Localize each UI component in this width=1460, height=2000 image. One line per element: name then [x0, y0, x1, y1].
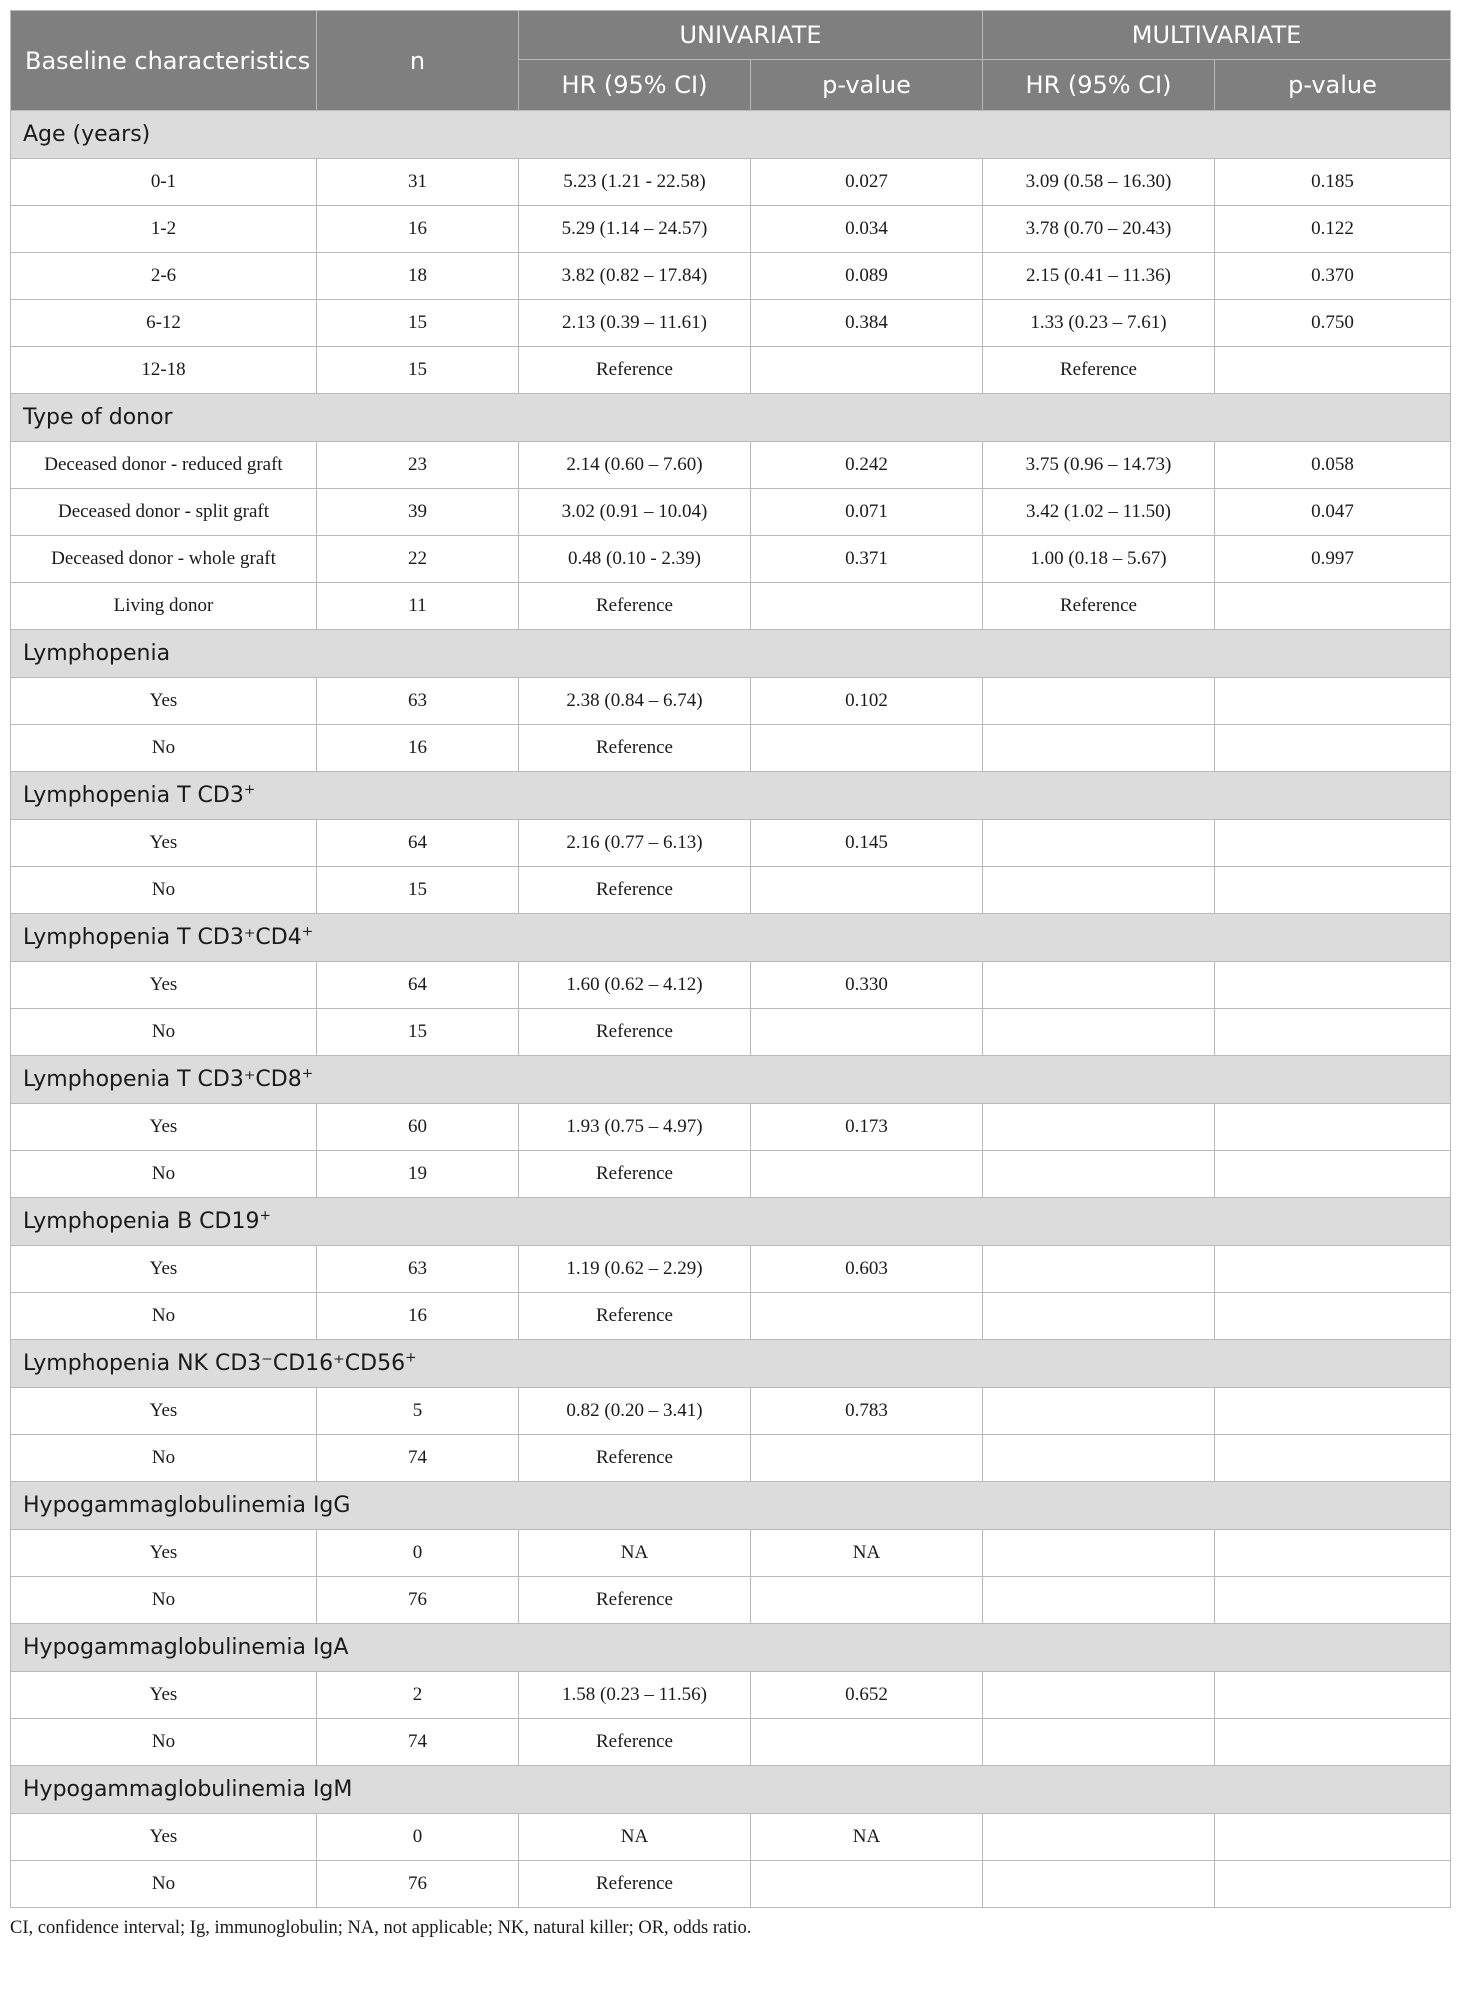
cell-univariate-pvalue — [751, 1293, 983, 1340]
cell-label: No — [11, 1719, 317, 1766]
cell-n: 15 — [317, 867, 519, 914]
cell-univariate-pvalue — [751, 347, 983, 394]
cell-n: 74 — [317, 1719, 519, 1766]
cell-multivariate-hr — [983, 1435, 1215, 1482]
cell-univariate-hr: 3.02 (0.91 – 10.04) — [519, 489, 751, 536]
section-label-text: Lymphopenia — [23, 641, 171, 666]
section-label-text: Type of donor — [23, 405, 173, 430]
cell-univariate-pvalue: NA — [751, 1530, 983, 1577]
table-row — [11, 1151, 1451, 1198]
cell-univariate-hr: 5.23 (1.21 - 22.58) — [519, 159, 751, 206]
section-row — [11, 630, 1451, 678]
section-label-superscript: + — [259, 1207, 271, 1224]
section-row — [11, 1766, 1451, 1814]
section-label — [11, 111, 1451, 159]
cell-n: 5 — [317, 1388, 519, 1435]
cell-multivariate-hr — [983, 1104, 1215, 1151]
cell-multivariate-pvalue — [1215, 725, 1451, 772]
cell-label: Yes — [11, 678, 317, 725]
cell-univariate-pvalue: 0.603 — [751, 1246, 983, 1293]
cell-label: Yes — [11, 962, 317, 1009]
cell-multivariate-hr — [983, 1388, 1215, 1435]
cell-univariate-hr: Reference — [519, 1151, 751, 1198]
cell-univariate-pvalue: 0.027 — [751, 159, 983, 206]
cell-label: 6-12 — [11, 300, 317, 347]
table-container — [10, 10, 1450, 1939]
section-label — [11, 1198, 1451, 1246]
cell-multivariate-pvalue: 0.047 — [1215, 489, 1451, 536]
cell-multivariate-pvalue — [1215, 1672, 1451, 1719]
cell-univariate-hr: Reference — [519, 725, 751, 772]
table-row — [11, 1672, 1451, 1719]
cell-multivariate-hr — [983, 867, 1215, 914]
table-row — [11, 962, 1451, 1009]
cell-multivariate-hr — [983, 1672, 1215, 1719]
section-row — [11, 1482, 1451, 1530]
cell-n: 64 — [317, 820, 519, 867]
cell-multivariate-hr — [983, 1151, 1215, 1198]
cell-multivariate-pvalue: 0.058 — [1215, 442, 1451, 489]
cell-univariate-hr: 1.19 (0.62 – 2.29) — [519, 1246, 751, 1293]
cell-n: 23 — [317, 442, 519, 489]
section-label — [11, 772, 1451, 820]
table-row — [11, 489, 1451, 536]
cell-univariate-hr: Reference — [519, 1293, 751, 1340]
cell-label: Yes — [11, 1814, 317, 1861]
cell-multivariate-hr — [983, 1530, 1215, 1577]
cell-univariate-pvalue: 0.145 — [751, 820, 983, 867]
cell-multivariate-hr — [983, 1814, 1215, 1861]
cell-univariate-hr: Reference — [519, 1719, 751, 1766]
table-row — [11, 1104, 1451, 1151]
cell-n: 74 — [317, 1435, 519, 1482]
cell-multivariate-pvalue — [1215, 820, 1451, 867]
cell-univariate-hr: 0.48 (0.10 - 2.39) — [519, 536, 751, 583]
cell-univariate-hr: 2.14 (0.60 – 7.60) — [519, 442, 751, 489]
cell-univariate-hr: Reference — [519, 1577, 751, 1624]
cell-n: 16 — [317, 725, 519, 772]
cell-multivariate-hr — [983, 1577, 1215, 1624]
cell-univariate-hr: 2.38 (0.84 – 6.74) — [519, 678, 751, 725]
cell-multivariate-pvalue — [1215, 1861, 1451, 1908]
cell-univariate-pvalue: 0.102 — [751, 678, 983, 725]
cell-univariate-pvalue: 0.071 — [751, 489, 983, 536]
cell-univariate-pvalue: 0.173 — [751, 1104, 983, 1151]
section-label-text: Hypogammaglobulinemia IgM — [23, 1777, 353, 1802]
cell-n: 15 — [317, 347, 519, 394]
cell-n: 39 — [317, 489, 519, 536]
cell-multivariate-pvalue — [1215, 1530, 1451, 1577]
table-row — [11, 1435, 1451, 1482]
cell-n: 76 — [317, 1577, 519, 1624]
section-label-superscript: + — [301, 923, 314, 940]
cell-label: No — [11, 1861, 317, 1908]
cell-univariate-hr: Reference — [519, 1009, 751, 1056]
cell-univariate-hr: 1.60 (0.62 – 4.12) — [519, 962, 751, 1009]
cell-label: Yes — [11, 1104, 317, 1151]
cell-multivariate-pvalue: 0.122 — [1215, 206, 1451, 253]
section-row — [11, 1340, 1451, 1388]
cell-univariate-hr: 5.29 (1.14 – 24.57) — [519, 206, 751, 253]
cell-n: 16 — [317, 1293, 519, 1340]
header-n: n — [317, 11, 519, 111]
section-label — [11, 1340, 1451, 1388]
section-label — [11, 1056, 1451, 1104]
section-row — [11, 1056, 1451, 1104]
header-baseline: Baseline characteristics — [11, 11, 317, 111]
cell-label: Yes — [11, 820, 317, 867]
table-footnote: CI, confidence interval; Ig, immunoglobulin; NA, not applicable; NK, natural killer; OR, odds ratio. — [10, 1918, 752, 1938]
cell-label: Yes — [11, 1672, 317, 1719]
cell-multivariate-pvalue — [1215, 1577, 1451, 1624]
cell-n: 18 — [317, 253, 519, 300]
cell-n: 63 — [317, 678, 519, 725]
cell-multivariate-hr: 1.33 (0.23 – 7.61) — [983, 300, 1215, 347]
cell-label: Living donor — [11, 583, 317, 630]
cell-multivariate-hr: 3.75 (0.96 – 14.73) — [983, 442, 1215, 489]
section-row — [11, 914, 1451, 962]
cell-univariate-hr: 1.58 (0.23 – 11.56) — [519, 1672, 751, 1719]
cell-n: 19 — [317, 1151, 519, 1198]
cell-label: No — [11, 1293, 317, 1340]
cell-multivariate-hr — [983, 1293, 1215, 1340]
section-label — [11, 1624, 1451, 1672]
section-label-text: Lymphopenia NK CD3⁻CD16⁺CD56 — [23, 1351, 406, 1376]
cell-univariate-pvalue: 0.330 — [751, 962, 983, 1009]
cell-n: 60 — [317, 1104, 519, 1151]
section-row — [11, 772, 1451, 820]
cell-multivariate-pvalue: 0.750 — [1215, 300, 1451, 347]
table-row — [11, 206, 1451, 253]
table-row — [11, 1388, 1451, 1435]
cell-multivariate-pvalue — [1215, 678, 1451, 725]
cell-multivariate-pvalue — [1215, 347, 1451, 394]
cell-n: 22 — [317, 536, 519, 583]
cell-univariate-hr: Reference — [519, 1435, 751, 1482]
table-row — [11, 300, 1451, 347]
section-label-superscript: + — [405, 1349, 417, 1366]
section-row — [11, 1624, 1451, 1672]
section-label-superscript: + — [301, 1065, 314, 1082]
cell-label: Deceased donor - reduced graft — [11, 442, 317, 489]
cell-n: 16 — [317, 206, 519, 253]
cell-label: No — [11, 1151, 317, 1198]
table-row — [11, 1293, 1451, 1340]
cell-multivariate-hr — [983, 678, 1215, 725]
header-uni-pvalue: p-value — [751, 60, 983, 111]
cell-univariate-hr: Reference — [519, 867, 751, 914]
cell-multivariate-pvalue — [1215, 867, 1451, 914]
section-label-superscript: + — [243, 781, 256, 798]
cell-univariate-hr: Reference — [519, 1861, 751, 1908]
section-label — [11, 630, 1451, 678]
cell-label: 2-6 — [11, 253, 317, 300]
cell-univariate-hr: 1.93 (0.75 – 4.97) — [519, 1104, 751, 1151]
cell-label: 1-2 — [11, 206, 317, 253]
cell-multivariate-pvalue — [1215, 1388, 1451, 1435]
cell-multivariate-pvalue — [1215, 1009, 1451, 1056]
cell-multivariate-pvalue — [1215, 1151, 1451, 1198]
table-row — [11, 1246, 1451, 1293]
section-row — [11, 394, 1451, 442]
section-label-text: Lymphopenia T CD3⁺CD8 — [23, 1067, 302, 1092]
table-row — [11, 442, 1451, 489]
cell-univariate-pvalue: 0.034 — [751, 206, 983, 253]
cell-n: 0 — [317, 1530, 519, 1577]
cell-multivariate-pvalue — [1215, 583, 1451, 630]
cell-label: No — [11, 725, 317, 772]
cell-multivariate-hr: Reference — [983, 583, 1215, 630]
cell-univariate-pvalue — [751, 1435, 983, 1482]
table-row — [11, 253, 1451, 300]
cell-univariate-hr: NA — [519, 1814, 751, 1861]
cell-label: Yes — [11, 1388, 317, 1435]
cell-n: 15 — [317, 1009, 519, 1056]
cell-univariate-pvalue: 0.384 — [751, 300, 983, 347]
cell-univariate-pvalue: 0.652 — [751, 1672, 983, 1719]
section-label — [11, 1482, 1451, 1530]
cell-multivariate-hr — [983, 725, 1215, 772]
table-row — [11, 347, 1451, 394]
cell-univariate-hr: NA — [519, 1530, 751, 1577]
cell-n: 31 — [317, 159, 519, 206]
cell-univariate-pvalue — [751, 1151, 983, 1198]
section-label-text: Hypogammaglobulinemia IgA — [23, 1635, 349, 1660]
cell-univariate-pvalue — [751, 1577, 983, 1624]
table-row — [11, 583, 1451, 630]
cell-multivariate-hr — [983, 1719, 1215, 1766]
cell-label: Yes — [11, 1246, 317, 1293]
cell-n: 2 — [317, 1672, 519, 1719]
header-univariate: UNIVARIATE — [519, 11, 983, 60]
cell-univariate-pvalue — [751, 867, 983, 914]
cell-univariate-pvalue: NA — [751, 1814, 983, 1861]
cell-univariate-pvalue — [751, 1719, 983, 1766]
cell-multivariate-pvalue — [1215, 962, 1451, 1009]
cell-univariate-hr: 3.82 (0.82 – 17.84) — [519, 253, 751, 300]
header-mul-hr: HR (95% CI) — [983, 60, 1215, 111]
cell-n: 63 — [317, 1246, 519, 1293]
header-uni-hr: HR (95% CI) — [519, 60, 751, 111]
cell-multivariate-hr: 3.09 (0.58 – 16.30) — [983, 159, 1215, 206]
cell-univariate-hr: 0.82 (0.20 – 3.41) — [519, 1388, 751, 1435]
table-row — [11, 159, 1451, 206]
cell-multivariate-hr — [983, 962, 1215, 1009]
table-header — [11, 11, 1451, 111]
section-label-text: Age (years) — [23, 122, 151, 147]
cell-multivariate-pvalue — [1215, 1435, 1451, 1482]
cell-univariate-hr: 2.16 (0.77 – 6.13) — [519, 820, 751, 867]
cell-multivariate-hr: Reference — [983, 347, 1215, 394]
cell-univariate-pvalue: 0.242 — [751, 442, 983, 489]
cell-univariate-hr: Reference — [519, 347, 751, 394]
cell-multivariate-pvalue — [1215, 1814, 1451, 1861]
header-mul-pvalue: p-value — [1215, 60, 1451, 111]
table-row — [11, 1009, 1451, 1056]
cell-multivariate-pvalue: 0.370 — [1215, 253, 1451, 300]
cell-univariate-hr: 2.13 (0.39 – 11.61) — [519, 300, 751, 347]
cell-label: 0-1 — [11, 159, 317, 206]
cell-multivariate-hr — [983, 820, 1215, 867]
cell-univariate-pvalue: 0.371 — [751, 536, 983, 583]
table-body — [11, 111, 1451, 1908]
cell-multivariate-hr — [983, 1861, 1215, 1908]
cell-label: No — [11, 1577, 317, 1624]
cell-n: 76 — [317, 1861, 519, 1908]
cell-label: No — [11, 1435, 317, 1482]
section-label — [11, 1766, 1451, 1814]
table-row — [11, 536, 1451, 583]
cell-univariate-pvalue: 0.089 — [751, 253, 983, 300]
cell-univariate-pvalue — [751, 583, 983, 630]
header-multivariate: MULTIVARIATE — [983, 11, 1451, 60]
cell-multivariate-hr: 2.15 (0.41 – 11.36) — [983, 253, 1215, 300]
cell-univariate-pvalue — [751, 1009, 983, 1056]
cell-n: 11 — [317, 583, 519, 630]
cell-multivariate-pvalue — [1215, 1293, 1451, 1340]
cell-label: 12-18 — [11, 347, 317, 394]
table-row — [11, 1861, 1451, 1908]
cell-multivariate-hr: 3.42 (1.02 – 11.50) — [983, 489, 1215, 536]
section-label — [11, 914, 1451, 962]
cell-multivariate-pvalue: 0.185 — [1215, 159, 1451, 206]
cell-multivariate-hr — [983, 1009, 1215, 1056]
section-label-text: Hypogammaglobulinemia IgG — [23, 1493, 351, 1518]
cell-multivariate-hr: 3.78 (0.70 – 20.43) — [983, 206, 1215, 253]
cell-label: Yes — [11, 1530, 317, 1577]
table-row — [11, 678, 1451, 725]
cell-univariate-pvalue — [751, 1861, 983, 1908]
cell-label: No — [11, 1009, 317, 1056]
cell-n: 64 — [317, 962, 519, 1009]
cell-multivariate-pvalue — [1215, 1719, 1451, 1766]
table-row — [11, 1814, 1451, 1861]
table-row — [11, 867, 1451, 914]
cell-label: Deceased donor - whole graft — [11, 536, 317, 583]
table-row — [11, 1530, 1451, 1577]
cell-univariate-pvalue — [751, 725, 983, 772]
table-row — [11, 820, 1451, 867]
cell-univariate-hr: Reference — [519, 583, 751, 630]
cell-multivariate-pvalue — [1215, 1246, 1451, 1293]
cell-multivariate-hr: 1.00 (0.18 – 5.67) — [983, 536, 1215, 583]
cell-multivariate-pvalue: 0.997 — [1215, 536, 1451, 583]
cell-label: No — [11, 867, 317, 914]
table-row — [11, 725, 1451, 772]
section-label-text: Lymphopenia B CD19 — [23, 1209, 260, 1234]
cell-multivariate-pvalue — [1215, 1104, 1451, 1151]
table-row — [11, 1719, 1451, 1766]
table-row — [11, 1577, 1451, 1624]
section-label-text: Lymphopenia T CD3⁺CD4 — [23, 925, 302, 950]
section-label — [11, 394, 1451, 442]
section-row — [11, 1198, 1451, 1246]
cell-multivariate-hr — [983, 1246, 1215, 1293]
cell-label: Deceased donor - split graft — [11, 489, 317, 536]
cell-n: 15 — [317, 300, 519, 347]
section-row — [11, 111, 1451, 159]
cell-n: 0 — [317, 1814, 519, 1861]
hazard-ratio-table — [10, 10, 1451, 1908]
cell-univariate-pvalue: 0.783 — [751, 1388, 983, 1435]
section-label-text: Lymphopenia T CD3 — [23, 783, 244, 808]
